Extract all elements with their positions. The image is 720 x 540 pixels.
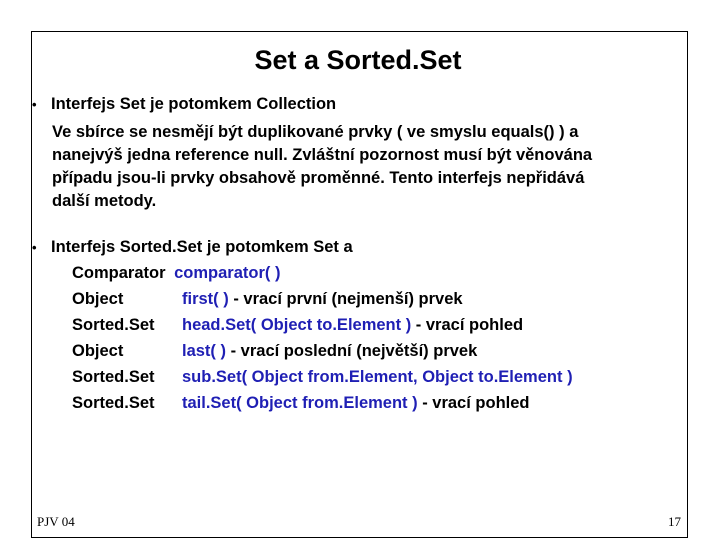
method-return-type: Comparator <box>72 264 166 282</box>
method-row-first <box>72 288 463 311</box>
page-number: 17 <box>668 514 681 529</box>
method-description: - vrací pohled <box>411 316 524 334</box>
method-description: - vrací pohled <box>417 394 530 412</box>
method-description: - vrací poslední (největší) prvek <box>226 342 478 360</box>
method-row-subset <box>72 366 573 389</box>
method-row-comparator <box>72 262 280 285</box>
method-signature: comparator( ) <box>174 264 281 282</box>
method-return-type: Sorted.Set <box>72 316 155 334</box>
description-line: Ve sbírce se nesmějí být duplikované prvky ( ve smyslu equals() ) a <box>52 123 579 141</box>
method-return-type: Object <box>72 290 124 308</box>
method-signature-group <box>182 288 463 311</box>
description-line: další metody. <box>52 192 157 210</box>
method-signature-group <box>182 314 523 337</box>
set-description <box>52 121 662 213</box>
bullet-dot-icon: • <box>32 240 37 255</box>
description-line: případu jsou-li prvky obsahově proměnné. Tento interfejs nepřidává <box>52 169 585 187</box>
bullet-dot-icon: • <box>32 97 37 112</box>
method-signature: sub.Set( Object from.Element, Object to.Element ) <box>182 368 573 386</box>
footer-course-label: PJV 04 <box>37 514 75 529</box>
method-return-type: Sorted.Set <box>72 394 155 412</box>
method-return-type: Object <box>72 342 124 360</box>
bullet-text: Interfejs Set je potomkem Collection <box>51 95 337 113</box>
method-return-type: Sorted.Set <box>72 368 155 386</box>
method-signature: tail.Set( Object from.Element ) <box>182 394 418 412</box>
method-signature-group <box>182 366 573 389</box>
method-row-tailset <box>72 392 530 415</box>
method-signature: first( ) <box>182 290 229 308</box>
method-signature: head.Set( Object to.Element ) <box>182 316 412 334</box>
method-signature-group <box>182 340 477 363</box>
method-row-headset <box>72 314 524 337</box>
method-description: - vrací první (nejmenší) prvek <box>228 290 463 308</box>
method-signature-group <box>182 392 529 415</box>
description-line: nanejvýš jedna reference null. Zvláštní pozornost musí být věnována <box>52 146 593 164</box>
method-row-last <box>72 340 478 363</box>
slide-title: Set a Sorted.Set <box>254 45 462 75</box>
method-signature: last( ) <box>182 342 227 360</box>
bullet-text: Interfejs Sorted.Set je potomkem Set a <box>51 238 353 256</box>
